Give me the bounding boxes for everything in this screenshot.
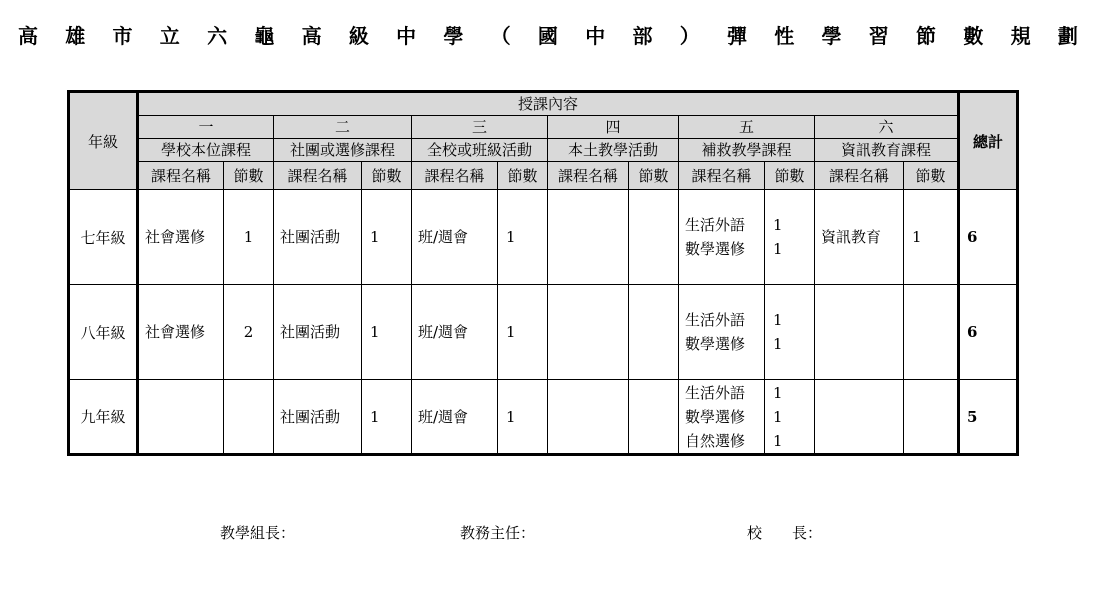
course-name-cell — [815, 380, 904, 455]
course-name-cell — [679, 190, 765, 285]
title-char: 級 — [348, 24, 369, 48]
periods-cell: 1 — [904, 190, 959, 285]
title-char: 中 — [585, 24, 606, 48]
title-char: 學 — [443, 24, 464, 48]
periods-cell: 1 — [498, 380, 548, 455]
periods-cell — [629, 380, 679, 455]
grade-cell: 八年級 — [69, 285, 138, 380]
course-name-cell — [138, 380, 224, 455]
periods-line: 1 — [773, 431, 783, 450]
course-line: 數學選修 — [685, 335, 746, 353]
total-cell: 6 — [959, 190, 1018, 285]
category-number: 五 — [679, 116, 815, 139]
title-char: 數 — [963, 24, 984, 48]
periods-header: 節數 — [904, 162, 959, 190]
category-name: 全校或班級活動 — [412, 139, 548, 162]
periods-line: 1 — [773, 216, 783, 234]
content-header: 授課內容 — [138, 92, 959, 116]
periods-cell: 1 — [498, 285, 548, 380]
category-name: 本土教學活動 — [548, 139, 679, 162]
course-name-cell — [548, 380, 629, 455]
periods-cell: 1 — [224, 190, 274, 285]
title-char: 性 — [774, 24, 795, 48]
periods-cell — [904, 285, 959, 380]
course-name-cell: 社團活動 — [274, 190, 362, 285]
title-char: 高 — [18, 24, 38, 48]
title-char: ） — [679, 24, 700, 48]
principal-signature: 校 長： — [747, 524, 823, 542]
course-name-cell: 社會選修 — [138, 285, 224, 380]
periods-cell: 1 — [362, 285, 412, 380]
periods-cell: 1 — [362, 380, 412, 455]
course-name-header: 課程名稱 — [274, 162, 362, 190]
periods-cell — [765, 380, 815, 455]
table-row — [69, 190, 1018, 285]
title-char: 高 — [301, 24, 322, 48]
periods-header: 節數 — [629, 162, 679, 190]
grade-header: 年級 — [69, 92, 138, 190]
course-name-cell: 社團活動 — [274, 380, 362, 455]
course-name-header: 課程名稱 — [815, 162, 904, 190]
periods-cell: 1 — [362, 190, 412, 285]
course-line: 自然選修 — [685, 431, 746, 450]
title-char: 國 — [537, 24, 558, 48]
grade-cell: 七年級 — [69, 190, 138, 285]
title-char: 市 — [112, 24, 133, 48]
periods-line: 1 — [773, 335, 783, 353]
periods-cell — [904, 380, 959, 455]
title-char: 劃 — [1057, 24, 1078, 48]
periods-cell — [629, 190, 679, 285]
total-cell: 6 — [959, 285, 1018, 380]
title-char: 雄 — [65, 24, 86, 48]
course-name-header: 課程名稱 — [412, 162, 498, 190]
title-char: 彈 — [726, 24, 747, 48]
title-char: 立 — [159, 24, 180, 48]
title-char: 規 — [1010, 24, 1031, 48]
periods-cell — [629, 285, 679, 380]
course-name-cell — [548, 285, 629, 380]
title-char: （ — [490, 24, 511, 48]
academic-director-signature: 教務主任： — [460, 524, 536, 542]
document-title — [18, 20, 1078, 49]
periods-line: 1 — [773, 407, 783, 426]
category-number: 一 — [138, 116, 274, 139]
periods-line: 1 — [773, 311, 783, 329]
periods-line: 1 — [773, 383, 783, 402]
category-number: 六 — [815, 116, 959, 139]
total-header: 總計 — [959, 92, 1018, 190]
periods-cell: 2 — [224, 285, 274, 380]
category-number: 二 — [274, 116, 412, 139]
course-name-header: 課程名稱 — [548, 162, 629, 190]
course-name-cell — [679, 380, 765, 455]
schedule-table — [67, 90, 1019, 456]
course-name-header: 課程名稱 — [679, 162, 765, 190]
periods-header: 節數 — [362, 162, 412, 190]
title-char: 龜 — [254, 24, 275, 48]
course-name-cell — [815, 285, 904, 380]
periods-cell — [224, 380, 274, 455]
course-line: 數學選修 — [685, 407, 746, 426]
periods-header: 節數 — [765, 162, 815, 190]
title-char: 部 — [632, 24, 653, 48]
periods-cell — [765, 285, 815, 380]
title-char: 中 — [396, 24, 417, 48]
title-char: 節 — [916, 24, 937, 48]
course-name-cell: 班/週會 — [412, 285, 498, 380]
category-name: 社團或選修課程 — [274, 139, 412, 162]
periods-header: 節數 — [498, 162, 548, 190]
course-line: 生活外語 — [685, 383, 746, 402]
course-name-cell: 社團活動 — [274, 285, 362, 380]
category-name: 補救教學課程 — [679, 139, 815, 162]
periods-cell: 1 — [498, 190, 548, 285]
table-row — [69, 380, 1018, 455]
periods-line: 1 — [773, 240, 783, 258]
teaching-leader-signature: 教學組長： — [220, 524, 296, 542]
periods-header: 節數 — [224, 162, 274, 190]
course-line: 生活外語 — [685, 216, 746, 234]
course-line: 數學選修 — [685, 240, 746, 258]
total-cell: 5 — [959, 380, 1018, 455]
course-name-cell: 班/週會 — [412, 380, 498, 455]
course-name-header: 課程名稱 — [138, 162, 224, 190]
table-row — [69, 285, 1018, 380]
category-name: 學校本位課程 — [138, 139, 274, 162]
grade-cell: 九年級 — [69, 380, 138, 455]
periods-cell — [765, 190, 815, 285]
title-char: 六 — [207, 24, 228, 48]
title-char: 學 — [821, 24, 842, 48]
category-number: 三 — [412, 116, 548, 139]
course-name-cell: 班/週會 — [412, 190, 498, 285]
category-name: 資訊教育課程 — [815, 139, 959, 162]
course-name-cell: 資訊教育 — [815, 190, 904, 285]
course-name-cell — [548, 190, 629, 285]
course-name-cell — [679, 285, 765, 380]
course-name-cell: 社會選修 — [138, 190, 224, 285]
title-char: 習 — [868, 24, 889, 48]
category-number: 四 — [548, 116, 679, 139]
course-line: 生活外語 — [685, 311, 746, 329]
